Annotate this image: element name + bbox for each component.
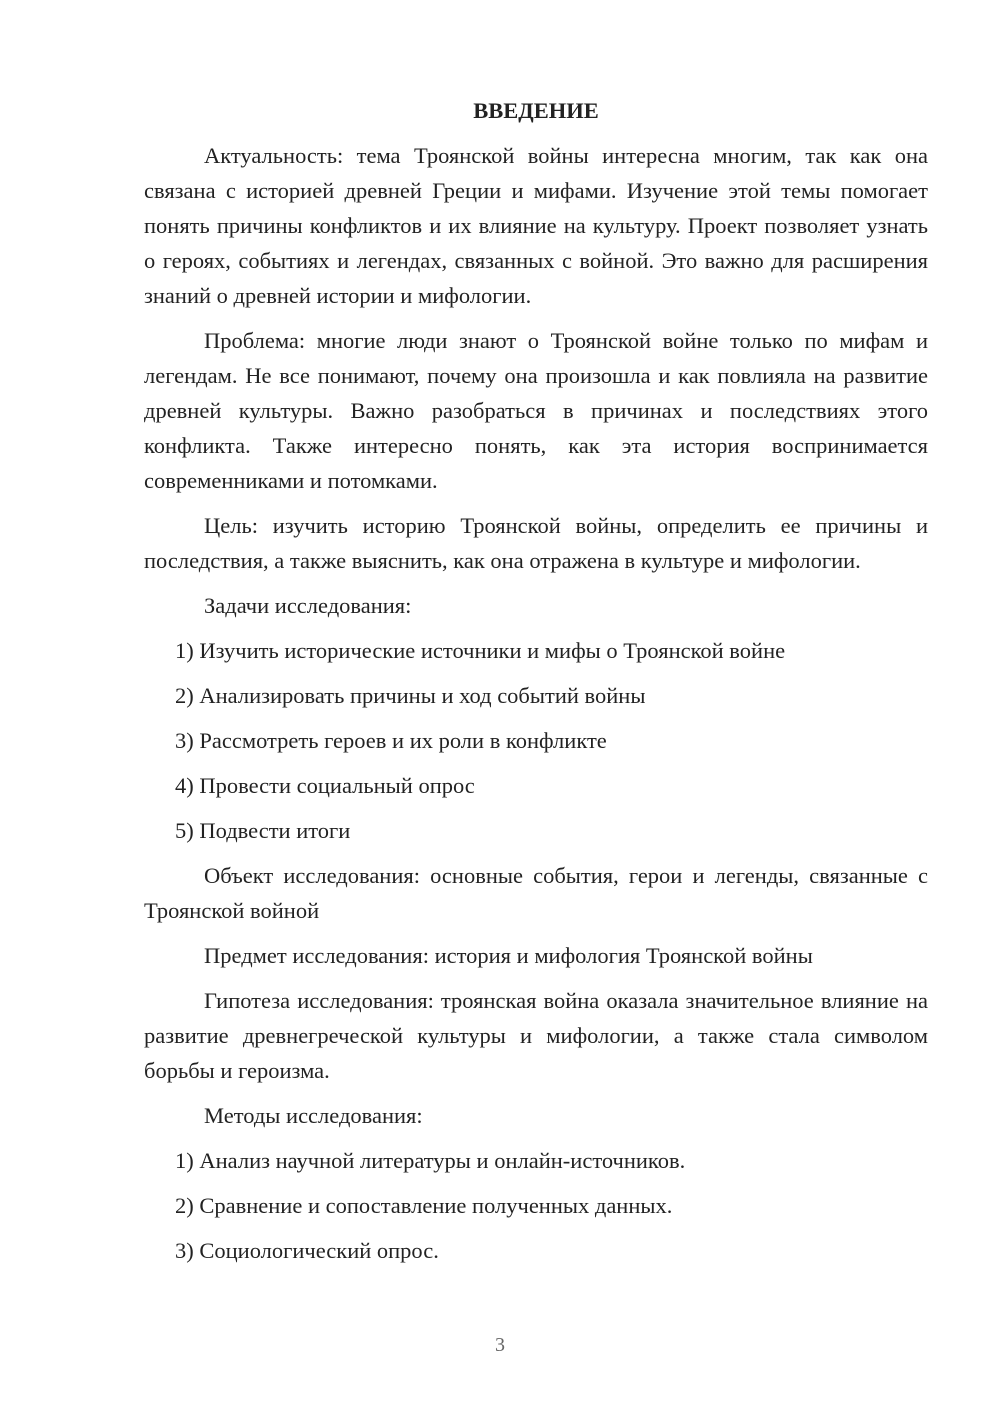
hypothesis-paragraph: Гипотеза исследования: троянская война оказала значительное влияние на развитие древнегреческой культуры и мифологии, а также стала символом борьбы и героизма. — [144, 988, 928, 1083]
page-content — [144, 93, 928, 1278]
page-number: 3 — [495, 1334, 505, 1356]
method-item: 1) Анализ научной литературы и онлайн-источников. — [175, 1148, 686, 1173]
page-title: ВВЕДЕНИЕ — [473, 98, 599, 123]
subject-paragraph: Предмет исследования: история и мифология Троянской войны — [204, 943, 813, 968]
method-item: 2) Сравнение и сопоставление полученных данных. — [175, 1193, 673, 1218]
methods-label: Методы исследования: — [204, 1103, 423, 1128]
object-paragraph: Объект исследования: основные события, герои и легенды, связанные с Троянской войной — [144, 863, 928, 923]
tasks-label: Задачи исследования: — [204, 593, 412, 618]
tasks-list — [144, 633, 928, 848]
task-item: 3) Рассмотреть героев и их роли в конфликте — [175, 728, 607, 753]
relevance-paragraph: Актуальность: тема Троянской войны интересна многим, так как она связана с историей древней Греции и мифами. Изучение этой темы помогает понять причины конфликтов и их влияние на культуру. Проект позволяет узнать о героях, событиях и легендах, связанных с войной. Это важно для расширения знаний о древней истории и мифологии. — [144, 143, 928, 308]
methods-list — [144, 1143, 928, 1268]
task-item: 4) Провести социальный опрос — [175, 773, 475, 798]
task-item: 2) Анализировать причины и ход событий войны — [175, 683, 646, 708]
task-item: 1) Изучить исторические источники и мифы о Троянской войне — [175, 638, 786, 663]
problem-paragraph: Проблема: многие люди знают о Троянской войне только по мифам и легендам. Не все понимают, почему она произошла и как повлияла на развитие древней культуры. Важно разобраться в причинах и последствиях этого конфликта. Также интересно понять, как эта история воспринимается современниками и потомками. — [144, 328, 928, 493]
task-item: 5) Подвести итоги — [175, 818, 351, 843]
method-item: 3) Социологический опрос. — [175, 1238, 439, 1263]
goal-paragraph: Цель: изучить историю Троянской войны, определить ее причины и последствия, а также выяснить, как она отражена в культуре и мифологии. — [144, 513, 928, 573]
